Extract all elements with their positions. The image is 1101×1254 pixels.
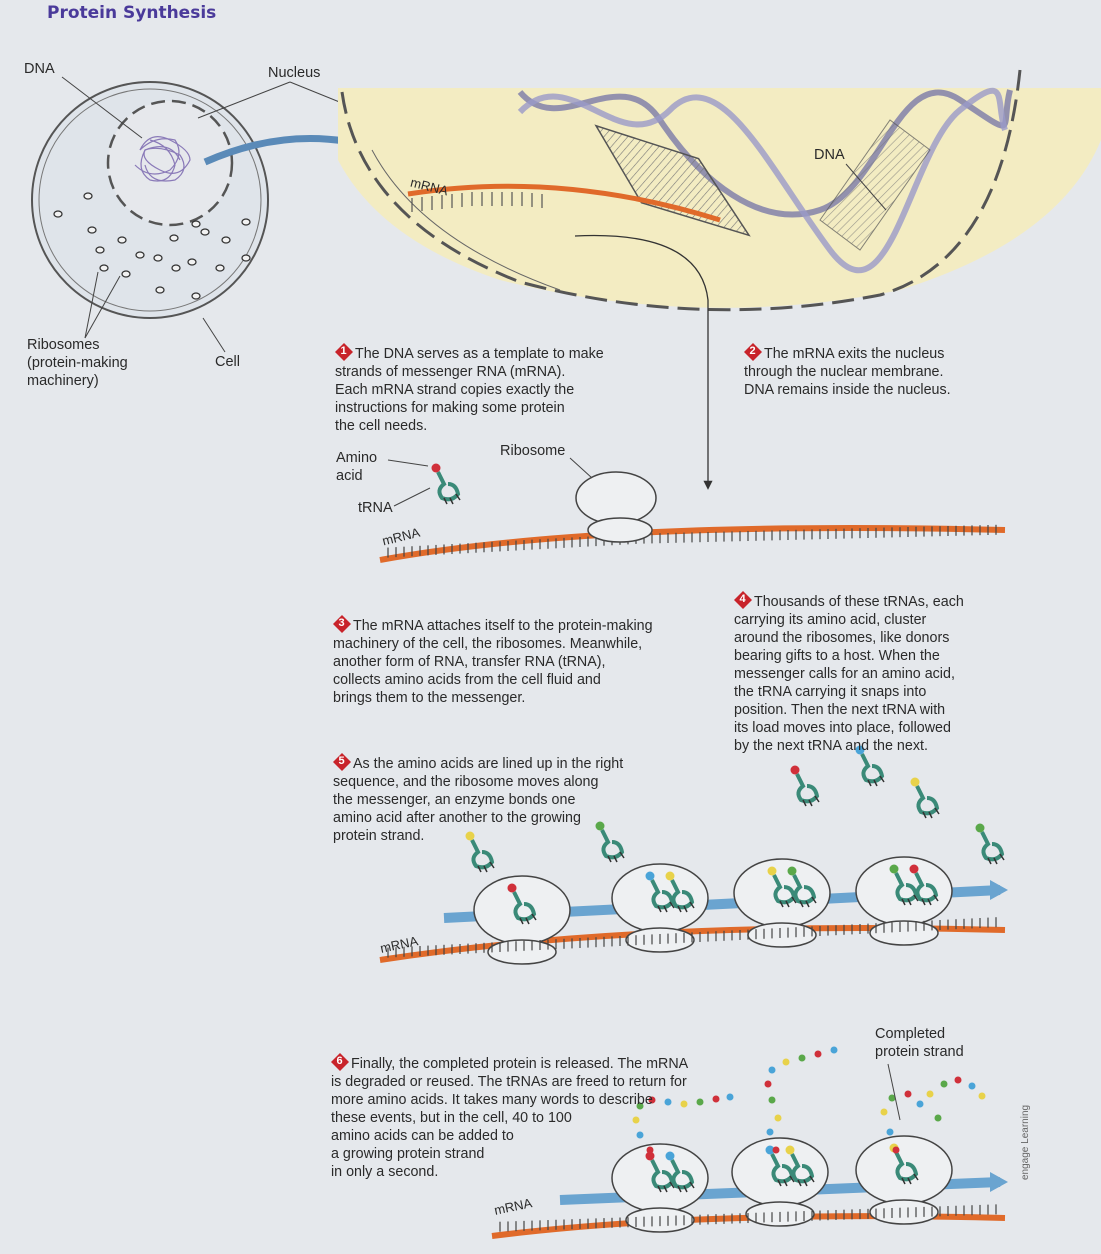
label-mrna-step6: mRNA <box>492 1195 534 1218</box>
amino-acid-bead <box>765 1081 772 1088</box>
amino-acid-bead <box>893 1147 900 1154</box>
amino-acid-bead <box>783 1059 790 1066</box>
amino-acid-bead <box>969 1083 976 1090</box>
step-5 <box>333 735 623 845</box>
trna-icon <box>911 778 940 819</box>
label-ribosome: Ribosome <box>500 443 566 459</box>
amino-acid-bead <box>727 1094 734 1101</box>
step-2 <box>744 325 951 399</box>
amino-acid-bead <box>815 1051 822 1058</box>
label-cell: Cell <box>215 354 240 370</box>
label-mrna-step5: mRNA <box>378 933 420 956</box>
step-4-text: Thousands of these tRNAs, each carrying its amino acid, cluster around the ribosomes, like donors bearing gifts to a host. When the messenger calls for an amino acid, the tRNA carrying it snaps into position. Then the next tRNA with its load moves into place, followed by the next tRNA and the next. <box>734 594 964 754</box>
amino-acid-bead <box>831 1047 838 1054</box>
figure-title: Protein Synthesis <box>47 3 217 23</box>
trna-single <box>432 464 461 505</box>
step-6 <box>331 1035 688 1181</box>
amino-acid-bead <box>769 1067 776 1074</box>
label-nucleus: Nucleus <box>268 65 321 81</box>
step-3-text: The mRNA attaches itself to the protein-making machinery of the cell, the ribosomes. Meanwhile, another form of RNA, transfer RNA (tRNA), collects amino acids from the cell fluid and brings them to the messenger. <box>333 618 653 706</box>
step-5-text: As the amino acids are lined up in the right sequence, and the ribosome moves along the messenger, an enzyme bonds one amino acid after another to the growing protein strand. <box>333 756 624 844</box>
nucleus-small <box>108 101 232 225</box>
amino-acid-bead <box>769 1097 776 1104</box>
step-3-marker: 3 <box>333 615 351 633</box>
label-ribosomes: Ribosomes (protein-making machinery) <box>27 337 128 389</box>
label-mrna-top: mRNA <box>408 174 450 199</box>
amino-acid-bead <box>979 1093 986 1100</box>
amino-acid-bead <box>773 1147 780 1154</box>
step-6-text: Finally, the completed protein is released. The mRNA is degraded or reused. The tRNAs are freed to return for more amino acids. It takes many words to describe these events, but in the cell, 40 to 100 amino acids can be added to a growing protein strand in only a second. <box>331 1056 689 1180</box>
trna-icon <box>976 824 1005 865</box>
amino-acid-bead <box>917 1101 924 1108</box>
label-trna: tRNA <box>358 500 393 516</box>
step-3 <box>333 597 653 707</box>
amino-acid-bead <box>881 1109 888 1116</box>
amino-acid-bead <box>799 1055 806 1062</box>
amino-acid-bead <box>955 1077 962 1084</box>
amino-acid-bead <box>905 1091 912 1098</box>
label-dna-cell: DNA <box>24 61 55 77</box>
image-credit: engage Learning <box>1020 1104 1031 1180</box>
step-1-marker: 1 <box>335 343 353 361</box>
step-2-marker: 2 <box>744 343 762 361</box>
step-5-marker: 5 <box>333 753 351 771</box>
amino-acid-bead <box>935 1115 942 1122</box>
trna-icon <box>791 766 820 807</box>
step-1-text: The DNA serves as a template to make strands of messenger RNA (mRNA). Each mRNA strand copies exactly the instructions for making some protein the cell needs. <box>335 346 604 434</box>
step-2-text: The mRNA exits the nucleus through the nuclear membrane. DNA remains inside the nucleus. <box>744 346 951 398</box>
label-completed-protein: Completed protein strand <box>875 1026 964 1060</box>
label-mrna-mid: mRNA <box>380 524 422 549</box>
step-4-marker: 4 <box>734 591 752 609</box>
amino-acid-bead <box>927 1091 934 1098</box>
ribosome-scene-3 <box>380 458 1005 560</box>
amino-acid-bead <box>713 1096 720 1103</box>
amino-acid-bead <box>767 1129 774 1136</box>
label-amino-acid: Amino acid <box>336 450 378 484</box>
amino-acid-bead <box>775 1115 782 1122</box>
step-1 <box>335 325 604 435</box>
amino-acid-bead <box>887 1129 894 1136</box>
amino-acid-bead <box>697 1099 704 1106</box>
step-6-marker: 6 <box>331 1053 349 1071</box>
step-4 <box>734 573 964 755</box>
amino-acid-bead <box>941 1081 948 1088</box>
label-dna-helix: DNA <box>814 147 845 163</box>
